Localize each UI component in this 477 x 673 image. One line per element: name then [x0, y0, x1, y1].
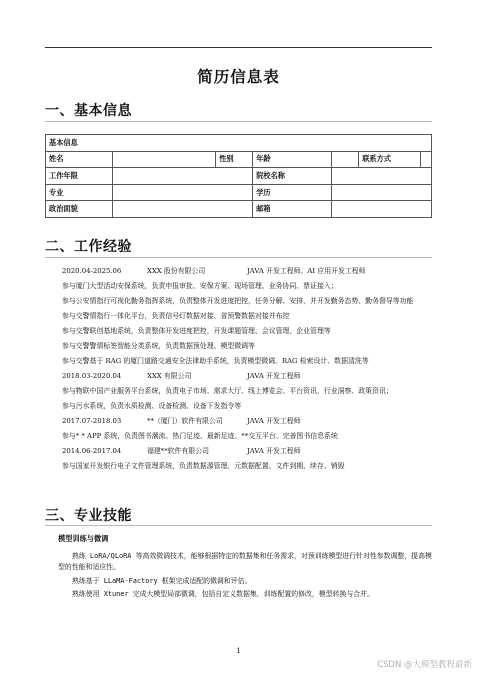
job-row [47, 416, 432, 426]
skill-paragraph: 熟练使用 Xtuner 完成大模型局部微调，包括自定义数据集，训练配置的修改，模型转换与合并。 [72, 590, 374, 599]
table-cell: 专业 [46, 184, 113, 201]
table-cell: 年龄 [253, 151, 332, 168]
job-role: JAVA 开发工程师 [247, 372, 301, 380]
table-cell [332, 168, 432, 185]
table-header-cell: 基本信息 [46, 135, 432, 152]
job-role: JAVA 开发工程师、AI 应用开发工程师 [247, 267, 366, 275]
experience-item: 参与* * APP 系统，负责图书潮流、热门足迹、最新足迹、**交互平台、完善图书信息系统 [62, 432, 338, 440]
basic-info-table [45, 134, 432, 218]
job-period: 2020.04-2025.06 [62, 267, 122, 275]
section-divider [45, 121, 432, 122]
document-title: 简历信息表 [197, 67, 280, 86]
experience-item: 参与公安情指行可视化勤务指挥系统，负责整体开发进度把控，任务分解、安排，并开发勤务态势、勤务督导等功能 [62, 297, 414, 305]
section-heading-basic: 一、基本信息 [45, 103, 132, 119]
table-cell [113, 168, 253, 185]
table-cell: 政治面貌 [46, 201, 113, 218]
experience-item: 参与交警基于 RAG 的厦门道路交通安全法律助手系统，负责模型微调、RAG 检索设计、数据清洗等 [62, 357, 369, 365]
table-cell: 院校名称 [253, 168, 332, 185]
top-rule [45, 47, 432, 48]
table-row [46, 201, 432, 218]
table-cell [113, 184, 253, 201]
job-company: **（厦门）软件有限公司 [147, 417, 223, 425]
table-cell [113, 151, 216, 168]
table-row [46, 184, 432, 201]
section-heading-skills: 三、专业技能 [45, 508, 132, 524]
table-cell: 姓名 [46, 151, 113, 168]
job-role: JAVA 开发工程师 [247, 447, 301, 455]
job-row [47, 266, 432, 276]
job-company: 福建**软件有限公司 [147, 447, 210, 455]
table-cell [421, 151, 432, 168]
section-heading-work: 二、工作经验 [45, 239, 132, 255]
experience-item: 参与交警情指行一体化平台，负责信号灯数据对接、省预警数据对接并布控 [62, 312, 290, 320]
experience-item: 参与交警联创基地系统，负责整体开发进度把控，开发课题管理、会议管理、企业管理等 [62, 327, 331, 335]
section-divider [45, 525, 432, 526]
table-row [46, 151, 432, 168]
table-cell: 性别 [216, 151, 253, 168]
experience-item: 参与物联中国产业服务平台系统，负责电子市场、需求大厅、线上博览会、平台资讯、行业洞察、政策资讯； [62, 387, 393, 395]
section-divider [45, 257, 432, 258]
job-period: 2018.03-2020.04 [62, 372, 122, 380]
job-role: JAVA 开发工程师 [247, 417, 301, 425]
skill-paragraph: 熟练基于 LLaMA-Factory 框架完成适配的微调和评估。 [72, 576, 252, 585]
table-cell: 联系方式 [359, 151, 421, 168]
job-company: XXX 有限公司 [147, 372, 192, 380]
csdn-watermark: CSDN @大模型教程最新 [377, 660, 472, 670]
page-number: 1 [236, 647, 241, 655]
table-cell: 邮箱 [253, 201, 332, 218]
table-cell [113, 201, 253, 218]
table-cell [332, 184, 432, 201]
job-company: XXX 股份有限公司 [147, 267, 206, 275]
job-period: 2014.06-2017.04 [62, 447, 122, 455]
experience-item: 参与国家开发银行电子文件管理系统，负责数据源管理、元数据配置、文件到期、续存、销毁 [62, 462, 345, 470]
skill-paragraph: 熟练 LoRA/QLoRA 等高效微调技术，能够根据特定的数据集和任务需求，对预训练模型进行针对性参数调整，提高模型的性能和适应性。 [58, 552, 432, 571]
experience-item: 参与交警警情标签智能分类系统，负责数据预处理、模型微调等 [62, 342, 255, 350]
job-row [47, 446, 432, 456]
table-cell: 学历 [253, 184, 332, 201]
table-cell: 工作年限 [46, 168, 113, 185]
skills-subheading: 模型训练与微调 [58, 534, 109, 543]
table-header-row [46, 135, 432, 152]
table-cell [332, 201, 432, 218]
experience-item: 参与污水系统，负责水质检测、设备检测、设备下发指令等 [62, 402, 242, 410]
table-cell [332, 151, 359, 168]
work-experience-list [47, 266, 432, 471]
experience-item: 参与厦门大型活动安保系统，负责申报审批、安保方案、现场管理、业务协同、票证接入； [62, 282, 338, 290]
skills-list [58, 551, 434, 603]
table-row [46, 168, 432, 185]
job-row [47, 371, 432, 381]
job-period: 2017.07-2018.03 [62, 417, 122, 425]
